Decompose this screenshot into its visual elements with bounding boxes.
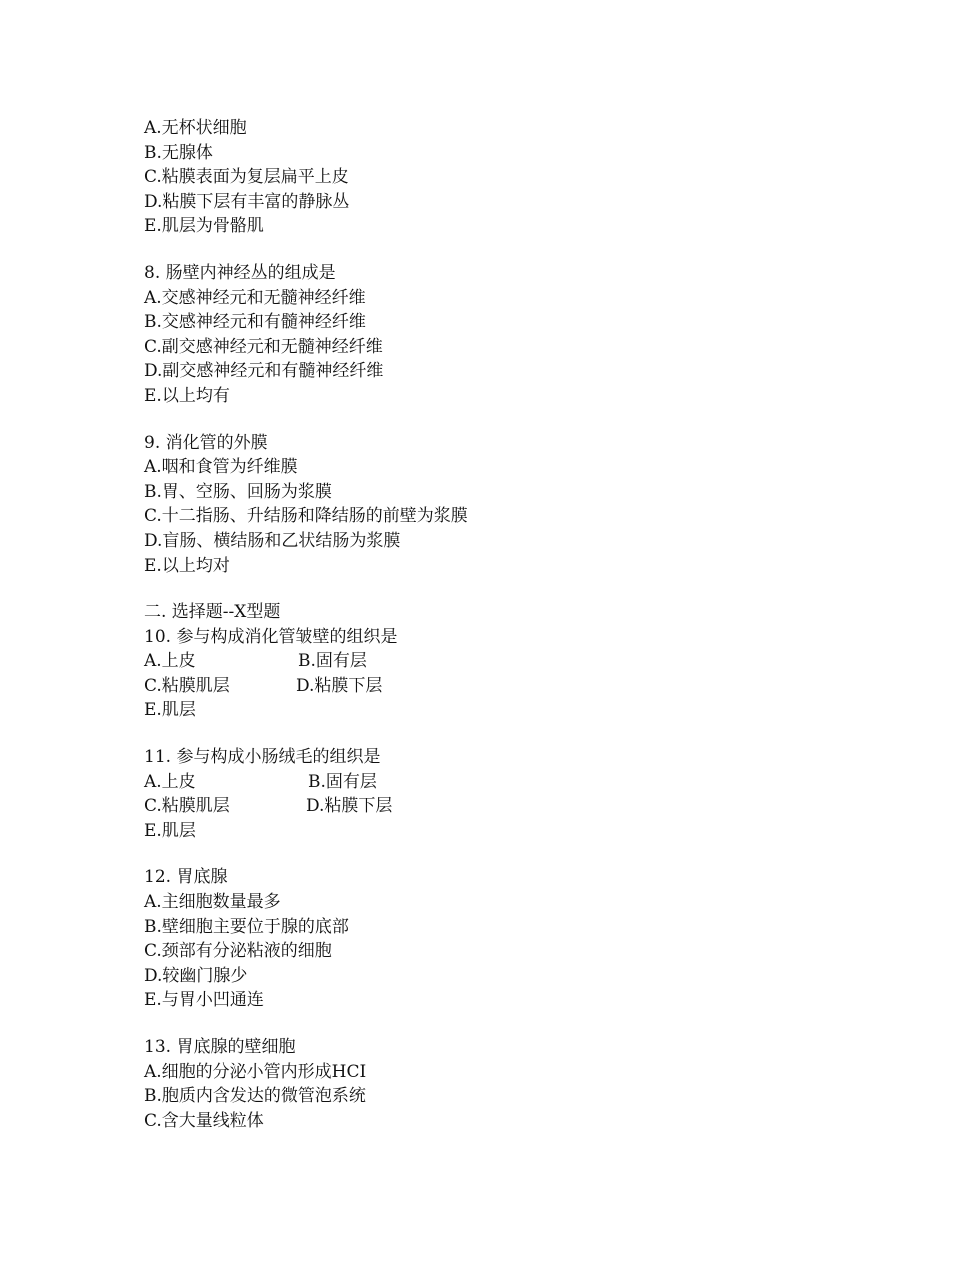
option-a: A.无杯状细胞 — [144, 118, 247, 138]
option-a: A.细胞的分泌小管内形成HCI — [144, 1061, 367, 1082]
option-c: C.含大量线粒体 — [144, 1110, 264, 1131]
option-e: E.肌层 — [144, 820, 196, 841]
option-b: B.交感神经元和有髓神经纤维 — [144, 312, 366, 333]
option-b: B.胞质内含发达的微管泡系统 — [144, 1086, 366, 1107]
question-title: 10. 参与构成消化管皱壁的组织是 — [144, 626, 398, 647]
section-heading: 二. 选择题--X型题 — [144, 602, 281, 623]
question-title: 12. 胃底腺 — [144, 867, 228, 888]
option-b: B.固有层 — [308, 771, 377, 792]
option-a: A.上皮 — [144, 771, 196, 792]
option-d: D.盲肠、横结肠和乙状结肠为浆膜 — [144, 530, 401, 551]
option-d: D.粘膜下层有丰富的静脉丛 — [144, 191, 350, 212]
option-a: A.主细胞数量最多 — [144, 892, 281, 913]
option-b: B.壁细胞主要位于腺的底部 — [144, 916, 349, 937]
question-title: 11. 参与构成小肠绒毛的组织是 — [144, 747, 381, 768]
question-title: 9. 消化管的外膜 — [144, 432, 268, 453]
question-11 — [144, 745, 944, 843]
option-e: E.肌层 — [144, 700, 196, 721]
question-10 — [144, 625, 944, 723]
option-d: D.较幽门腺少 — [144, 965, 248, 986]
document-page — [144, 116, 944, 1133]
option-c: C.粘膜表面为复层扁平上皮 — [144, 167, 349, 188]
option-a: A.咽和食管为纤维膜 — [144, 457, 298, 478]
option-b: B.无腺体 — [144, 142, 213, 163]
option-c: C.粘膜肌层 — [144, 796, 230, 817]
option-c: C.十二指肠、升结肠和降结肠的前壁为浆膜 — [144, 506, 468, 527]
question-7 — [144, 116, 944, 239]
option-a: A.上皮 — [144, 651, 196, 672]
question-title: 8. 肠壁内神经丛的组成是 — [144, 262, 336, 283]
option-c: C.颈部有分泌粘液的细胞 — [144, 941, 332, 962]
option-d: D.副交感神经元和有髓神经纤维 — [144, 361, 384, 382]
option-a: A.交感神经元和无髓神经纤维 — [144, 287, 366, 308]
question-9 — [144, 431, 944, 579]
option-d: D.粘膜下层 — [306, 796, 393, 817]
question-13 — [144, 1035, 944, 1133]
option-b: B.胃、空肠、回肠为浆膜 — [144, 481, 332, 502]
question-12 — [144, 865, 944, 1013]
option-e: E.肌层为骨骼肌 — [144, 216, 264, 237]
option-c: C.副交感神经元和无髓神经纤维 — [144, 336, 383, 357]
option-c: C.粘膜肌层 — [144, 675, 230, 696]
option-e: E.以上均对 — [144, 555, 230, 576]
question-title: 13. 胃底腺的壁细胞 — [144, 1037, 296, 1057]
option-e: E.与胃小凹通连 — [144, 990, 264, 1011]
option-b: B.固有层 — [298, 651, 367, 672]
option-d: D.粘膜下层 — [296, 675, 383, 696]
option-e: E.以上均有 — [144, 385, 230, 406]
question-8 — [144, 261, 944, 409]
